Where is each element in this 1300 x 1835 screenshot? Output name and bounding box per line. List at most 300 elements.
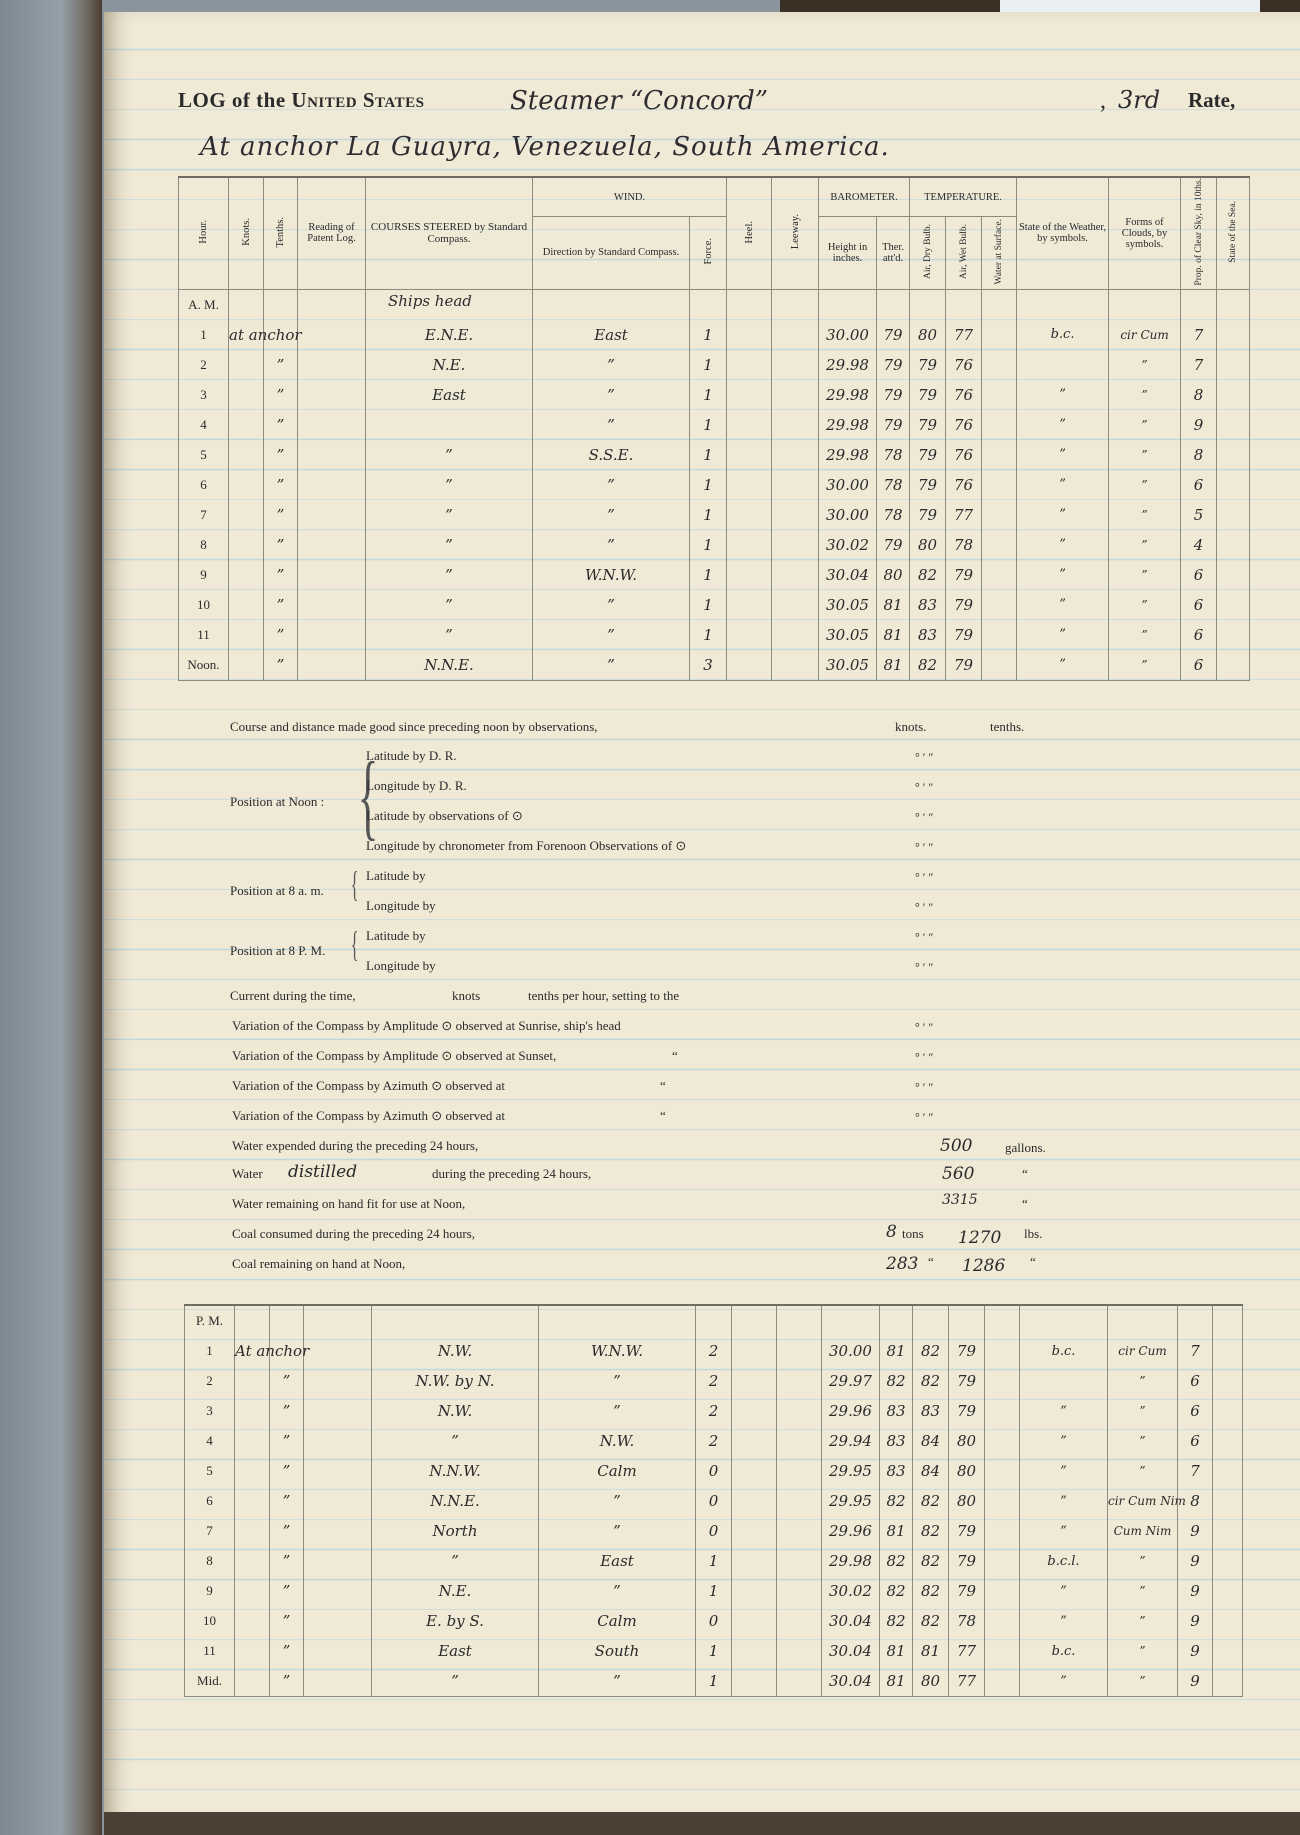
hour-cell: 8 <box>179 530 229 560</box>
water-temp-cell <box>985 1366 1020 1396</box>
clear-sky-cell: 6 <box>1181 650 1217 681</box>
clear-sky-cell: 5 <box>1181 500 1217 530</box>
dry-bulb-cell: 82 <box>910 650 946 681</box>
wet-bulb-cell: 79 <box>949 1366 985 1396</box>
tenths-cell: ” <box>264 440 298 470</box>
lon-8am-label: Longitude by <box>366 898 436 913</box>
knots-cell: At anchor <box>235 1336 270 1366</box>
wind-direction-cell: Calm <box>539 1456 696 1486</box>
leeway-cell <box>777 1606 822 1636</box>
weather-cell: b.c. <box>1017 320 1109 350</box>
hour-cell: 6 <box>185 1486 235 1516</box>
wind-force-cell: 2 <box>696 1366 732 1396</box>
log-title-us: United States <box>291 88 425 112</box>
barometer-height-cell: 29.98 <box>822 1546 880 1576</box>
dry-bulb-cell: 80 <box>910 530 946 560</box>
deg-marks: ° ′ ″ <box>915 1050 934 1064</box>
patent-log-cell <box>304 1546 372 1576</box>
wind-direction-cell: ” <box>533 500 690 530</box>
clear-sky-cell: 4 <box>1181 530 1217 560</box>
wind-direction-cell: Calm <box>539 1606 696 1636</box>
dry-bulb-cell: 79 <box>910 350 946 380</box>
dry-bulb-cell: 82 <box>913 1366 949 1396</box>
thermometer-cell: 83 <box>880 1396 913 1426</box>
tenths-cell: ” <box>270 1366 304 1396</box>
course-cell: N.W. <box>372 1336 539 1366</box>
knots-cell <box>229 440 264 470</box>
dry-bulb-cell: 81 <box>913 1636 949 1666</box>
water-temp-cell <box>985 1576 1020 1606</box>
ditto-coal-lbs: “ <box>1030 1254 1036 1269</box>
wind-force-cell: 1 <box>696 1666 732 1697</box>
col-patent-log: Reading of Patent Log. <box>298 177 366 289</box>
heel-cell <box>727 440 772 470</box>
knots-cell <box>229 560 264 590</box>
leeway-cell <box>772 650 819 681</box>
wind-force-cell: 2 <box>696 1396 732 1426</box>
hour-cell: 10 <box>185 1606 235 1636</box>
current-label: Current during the time, <box>230 988 356 1003</box>
wind-force-cell: 1 <box>690 620 727 650</box>
clouds-cell: ” <box>1108 1546 1178 1576</box>
tenths-cell: ” <box>270 1576 304 1606</box>
hour-cell: 3 <box>185 1396 235 1426</box>
wind-force-cell: 1 <box>690 410 727 440</box>
leeway-cell <box>777 1366 822 1396</box>
clouds-cell: ” <box>1108 1636 1178 1666</box>
weather-cell: ” <box>1020 1396 1108 1426</box>
wind-direction-cell: ” <box>533 380 690 410</box>
water-expended-label: Water expended during the preceding 24 hours, <box>232 1138 479 1153</box>
tenths-cell: ” <box>264 560 298 590</box>
hour-cell: 2 <box>179 350 229 380</box>
course-cell: ” <box>366 440 533 470</box>
dry-bulb-cell: 82 <box>913 1516 949 1546</box>
heel-cell <box>732 1576 777 1606</box>
clear-sky-cell: 8 <box>1181 440 1217 470</box>
course-cell: ” <box>366 560 533 590</box>
water-temp-cell <box>982 410 1017 440</box>
course-cell: N.W. <box>372 1396 539 1426</box>
heel-cell <box>727 560 772 590</box>
hour-cell: Noon. <box>179 650 229 681</box>
wind-force-cell: 1 <box>690 590 727 620</box>
table-row <box>185 1336 1243 1366</box>
wet-bulb-cell: 78 <box>946 530 982 560</box>
hour-cell: 1 <box>185 1336 235 1366</box>
thermometer-cell: 82 <box>880 1576 913 1606</box>
patent-log-cell <box>304 1516 372 1546</box>
leeway-cell <box>777 1456 822 1486</box>
clear-sky-cell: 7 <box>1181 350 1217 380</box>
heel-cell <box>732 1636 777 1666</box>
weather-cell: ” <box>1017 650 1109 681</box>
book-bottom-edge <box>104 1812 1300 1835</box>
barometer-height-cell: 30.05 <box>819 620 877 650</box>
water-temp-cell <box>985 1516 1020 1546</box>
table-row <box>179 500 1250 530</box>
thermometer-cell: 81 <box>880 1336 913 1366</box>
col-clouds: Forms of Clouds, by symbols. <box>1109 177 1181 289</box>
wind-force-cell: 1 <box>690 470 727 500</box>
course-cell: N.E. <box>366 350 533 380</box>
ditto-azimuth-1: “ <box>660 1078 666 1093</box>
clear-sky-cell: 9 <box>1178 1606 1213 1636</box>
patent-log-cell <box>304 1666 372 1697</box>
wind-direction-cell: ” <box>533 470 690 500</box>
sea-state-cell <box>1213 1606 1243 1636</box>
course-cell: N.N.E. <box>372 1486 539 1516</box>
col-wet-bulb: Air, Wet Bulb. <box>946 217 982 289</box>
weather-cell: ” <box>1017 590 1109 620</box>
dry-bulb-cell: 79 <box>910 380 946 410</box>
wind-force-cell: 0 <box>696 1606 732 1636</box>
clouds-cell: ” <box>1109 380 1181 410</box>
barometer-height-cell: 30.04 <box>819 560 877 590</box>
weather-cell: ” <box>1020 1516 1108 1546</box>
position-8pm-brace: { <box>350 924 359 964</box>
barometer-height-cell: 30.05 <box>819 650 877 681</box>
deg-marks: ° ′ ″ <box>915 1080 934 1094</box>
coal-consumed-lbs: 1270 <box>958 1228 1002 1248</box>
ditto-sunset: “ <box>672 1048 678 1063</box>
am-log-table <box>178 176 1250 681</box>
coal-remaining-label: Coal remaining on hand at Noon, <box>232 1256 406 1271</box>
hour-cell: 6 <box>179 470 229 500</box>
sea-state-cell <box>1213 1516 1243 1546</box>
clear-sky-cell: 6 <box>1181 590 1217 620</box>
leeway-cell <box>777 1546 822 1576</box>
course-distance-label: Course and distance made good since preceding noon by observations, <box>230 719 598 734</box>
thermometer-cell: 82 <box>880 1606 913 1636</box>
lat-8am-label: Latitude by <box>366 868 426 883</box>
heel-cell <box>732 1336 777 1366</box>
heel-cell <box>732 1516 777 1546</box>
heel-cell <box>732 1486 777 1516</box>
knots-cell <box>229 590 264 620</box>
patent-log-cell <box>298 410 366 440</box>
knots-cell <box>235 1426 270 1456</box>
wet-bulb-cell: 76 <box>946 470 982 500</box>
heel-cell <box>732 1546 777 1576</box>
sea-state-cell <box>1213 1576 1243 1606</box>
heel-cell <box>732 1606 777 1636</box>
deg-marks: ° ′ ″ <box>915 960 934 974</box>
clouds-cell: ” <box>1109 350 1181 380</box>
table-row <box>185 1366 1243 1396</box>
clouds-cell: ” <box>1109 440 1181 470</box>
clear-sky-cell: 9 <box>1178 1576 1213 1606</box>
knots-cell <box>229 410 264 440</box>
sea-state-cell <box>1217 590 1250 620</box>
water-temp-cell <box>985 1546 1020 1576</box>
clouds-cell: ” <box>1108 1426 1178 1456</box>
ditto-azimuth-2: “ <box>660 1108 666 1123</box>
tenths-cell: ” <box>264 650 298 681</box>
pm-log-table <box>184 1304 1243 1697</box>
clouds-cell: ” <box>1109 560 1181 590</box>
leeway-cell <box>777 1396 822 1426</box>
water-expended-value: 500 <box>940 1136 973 1156</box>
course-cell: ” <box>366 620 533 650</box>
thermometer-cell: 79 <box>877 380 910 410</box>
wet-bulb-cell: 77 <box>949 1666 985 1697</box>
leeway-cell <box>777 1576 822 1606</box>
wind-force-cell: 3 <box>690 650 727 681</box>
table-row <box>179 470 1250 500</box>
water-word: Water <box>232 1166 263 1181</box>
table-row <box>185 1606 1243 1636</box>
rate-number: 3rd <box>1118 86 1161 114</box>
wet-bulb-cell: 78 <box>949 1606 985 1636</box>
sea-state-cell <box>1217 380 1250 410</box>
water-temp-cell <box>982 650 1017 681</box>
lon-8pm-label: Longitude by <box>366 958 436 973</box>
thermometer-cell: 79 <box>877 320 910 350</box>
table-row <box>179 440 1250 470</box>
wind-direction-cell: ” <box>539 1486 696 1516</box>
clouds-cell: ” <box>1109 590 1181 620</box>
clouds-cell: ” <box>1108 1666 1178 1697</box>
wet-bulb-cell: 79 <box>946 620 982 650</box>
hour-cell: 4 <box>185 1426 235 1456</box>
table-row <box>185 1486 1243 1516</box>
lat-dr-label: Latitude by D. R. <box>366 748 457 763</box>
wind-force-cell: 2 <box>696 1426 732 1456</box>
water-temp-cell <box>985 1396 1020 1426</box>
leeway-cell <box>772 350 819 380</box>
position-8am-brace: { <box>350 864 359 904</box>
hour-cell: Mid. <box>185 1666 235 1697</box>
barometer-height-cell: 29.96 <box>822 1516 880 1546</box>
hour-cell: 4 <box>179 410 229 440</box>
ditto-coal-tons: “ <box>928 1254 934 1269</box>
clear-sky-cell: 6 <box>1178 1396 1213 1426</box>
wind-force-cell: 1 <box>690 500 727 530</box>
table-row <box>185 1576 1243 1606</box>
knots-cell <box>235 1396 270 1426</box>
weather-cell: ” <box>1017 470 1109 500</box>
clear-sky-cell: 6 <box>1181 470 1217 500</box>
tenths-cell: ” <box>264 350 298 380</box>
table-row <box>179 560 1250 590</box>
wind-direction-cell: ” <box>539 1396 696 1426</box>
wind-direction-cell: ” <box>539 1576 696 1606</box>
patent-log-cell <box>304 1486 372 1516</box>
barometer-height-cell: 30.00 <box>819 470 877 500</box>
dry-bulb-cell: 83 <box>913 1396 949 1426</box>
clouds-cell: ” <box>1109 470 1181 500</box>
tenths-cell: ” <box>264 470 298 500</box>
table-row <box>185 1666 1243 1697</box>
dry-bulb-cell: 84 <box>913 1456 949 1486</box>
table-row <box>185 1516 1243 1546</box>
tenths-cell: ” <box>270 1666 304 1697</box>
location-line: At anchor La Guayra, Venezuela, South America. <box>200 132 890 162</box>
wet-bulb-cell: 76 <box>946 380 982 410</box>
rate-sep: , 3rd <box>1100 86 1161 114</box>
clear-sky-cell: 8 <box>1178 1486 1213 1516</box>
barometer-height-cell: 30.04 <box>822 1666 880 1697</box>
wet-bulb-cell: 79 <box>949 1576 985 1606</box>
wind-force-cell: 1 <box>690 380 727 410</box>
heel-cell <box>727 380 772 410</box>
hour-cell: 9 <box>179 560 229 590</box>
sea-state-cell <box>1213 1546 1243 1576</box>
water-temp-cell <box>982 530 1017 560</box>
coal-consumed-tons: 8 <box>886 1222 897 1242</box>
tenths-cell: ” <box>270 1546 304 1576</box>
weather-cell: ” <box>1020 1456 1108 1486</box>
clouds-cell: ” <box>1109 500 1181 530</box>
clouds-cell: ” <box>1108 1366 1178 1396</box>
course-cell: North <box>372 1516 539 1546</box>
sea-state-cell <box>1217 350 1250 380</box>
wind-direction-cell: ” <box>533 530 690 560</box>
clear-sky-cell: 7 <box>1178 1336 1213 1366</box>
knots-cell <box>235 1486 270 1516</box>
weather-cell <box>1017 350 1109 380</box>
course-cell: East <box>372 1636 539 1666</box>
table-row <box>179 320 1250 350</box>
wind-force-cell: 1 <box>696 1636 732 1666</box>
heel-cell <box>727 350 772 380</box>
water-temp-cell <box>982 470 1017 500</box>
course-cell: E. by S. <box>372 1606 539 1636</box>
ditto-distilled: “ <box>1022 1166 1028 1181</box>
patent-log-cell <box>298 530 366 560</box>
sea-state-cell <box>1217 500 1250 530</box>
heel-cell <box>732 1366 777 1396</box>
knots-cell <box>235 1516 270 1546</box>
tenths-cell: ” <box>264 410 298 440</box>
col-sea: State of the Sea. <box>1217 177 1250 289</box>
clear-sky-cell: 8 <box>1181 380 1217 410</box>
water-temp-cell <box>985 1336 1020 1366</box>
leeway-cell <box>777 1516 822 1546</box>
tenths-cell: ” <box>264 620 298 650</box>
patent-log-cell <box>304 1396 372 1426</box>
current-tail-label: tenths per hour, setting to the <box>528 988 680 1003</box>
water-temp-cell <box>982 620 1017 650</box>
wet-bulb-cell: 76 <box>946 350 982 380</box>
table-row <box>185 1396 1243 1426</box>
heel-cell <box>727 650 772 681</box>
hour-cell: 8 <box>185 1546 235 1576</box>
position-8am-label: Position at 8 a. m. <box>230 883 324 898</box>
patent-log-cell <box>304 1456 372 1486</box>
wet-bulb-cell: 77 <box>946 320 982 350</box>
weather-cell <box>1020 1366 1108 1396</box>
wind-direction-cell: ” <box>539 1666 696 1697</box>
course-cell: ” <box>366 500 533 530</box>
leeway-cell <box>772 440 819 470</box>
wind-direction-cell: East <box>533 320 690 350</box>
thermometer-cell: 81 <box>877 620 910 650</box>
wet-bulb-cell: 79 <box>946 590 982 620</box>
weather-cell: b.c. <box>1020 1636 1108 1666</box>
patent-log-cell <box>298 440 366 470</box>
heel-cell <box>727 620 772 650</box>
wet-bulb-cell: 80 <box>949 1456 985 1486</box>
weather-cell: ” <box>1017 500 1109 530</box>
ships-head-label: Ships head <box>388 292 472 310</box>
wind-direction-cell: ” <box>533 410 690 440</box>
thermometer-cell: 78 <box>877 440 910 470</box>
hour-cell: 1 <box>179 320 229 350</box>
leeway-cell <box>772 380 819 410</box>
water-distilled-value: 560 <box>942 1164 975 1184</box>
lbs-label: lbs. <box>1024 1226 1043 1241</box>
patent-log-cell <box>298 560 366 590</box>
pm-label: P. M. <box>185 1305 235 1336</box>
weather-cell: b.c.l. <box>1020 1546 1108 1576</box>
tons-label: tons <box>902 1226 924 1241</box>
knots-cell: at anchor <box>229 320 264 350</box>
tenths-cell: ” <box>270 1606 304 1636</box>
knots-cell <box>229 620 264 650</box>
course-cell: N.N.E. <box>366 650 533 681</box>
patent-log-cell <box>298 590 366 620</box>
knots-cell <box>229 350 264 380</box>
wind-direction-cell: ” <box>539 1366 696 1396</box>
ship-name: Steamer “Concord” <box>510 86 769 116</box>
course-cell <box>366 410 533 440</box>
weather-cell: ” <box>1020 1666 1108 1697</box>
wind-direction-cell: W.N.W. <box>533 560 690 590</box>
patent-log-cell <box>304 1606 372 1636</box>
barometer-height-cell: 30.02 <box>819 530 877 560</box>
leeway-cell <box>777 1426 822 1456</box>
col-clear-sky: Prop. of Clear Sky, in 10ths. <box>1181 177 1217 289</box>
water-remaining-label: Water remaining on hand fit for use at Noon, <box>232 1196 466 1211</box>
wind-force-cell: 1 <box>690 530 727 560</box>
var-sunset-label: Variation of the Compass by Amplitude ⊙ observed at Sunset, <box>232 1048 557 1063</box>
tenths-cell: ” <box>270 1456 304 1486</box>
knots-cell <box>235 1546 270 1576</box>
thermometer-cell: 83 <box>880 1456 913 1486</box>
dry-bulb-cell: 82 <box>913 1606 949 1636</box>
water-temp-cell <box>982 320 1017 350</box>
knots-cell <box>235 1666 270 1697</box>
water-temp-cell <box>982 590 1017 620</box>
weather-cell: ” <box>1017 440 1109 470</box>
wet-bulb-cell: 79 <box>949 1336 985 1366</box>
tenths-cell: ” <box>270 1396 304 1426</box>
patent-log-cell <box>298 500 366 530</box>
barometer-height-cell: 30.04 <box>822 1636 880 1666</box>
sea-state-cell <box>1217 320 1250 350</box>
water-temp-cell <box>985 1426 1020 1456</box>
table-row <box>179 350 1250 380</box>
dry-bulb-cell: 82 <box>910 560 946 590</box>
heel-cell <box>732 1456 777 1486</box>
thermometer-cell: 81 <box>880 1666 913 1697</box>
clear-sky-cell: 9 <box>1178 1636 1213 1666</box>
hour-cell: 7 <box>179 500 229 530</box>
col-heel: Heel. <box>727 177 772 289</box>
current-knots-label: knots <box>452 988 481 1003</box>
patent-log-cell <box>298 380 366 410</box>
heel-cell <box>732 1426 777 1456</box>
deg-marks: ° ′ ″ <box>915 930 934 944</box>
clear-sky-cell: 6 <box>1181 560 1217 590</box>
clear-sky-cell: 9 <box>1178 1546 1213 1576</box>
water-temp-cell <box>982 560 1017 590</box>
weather-cell: ” <box>1017 620 1109 650</box>
hour-cell: 3 <box>179 380 229 410</box>
table-row <box>179 410 1250 440</box>
